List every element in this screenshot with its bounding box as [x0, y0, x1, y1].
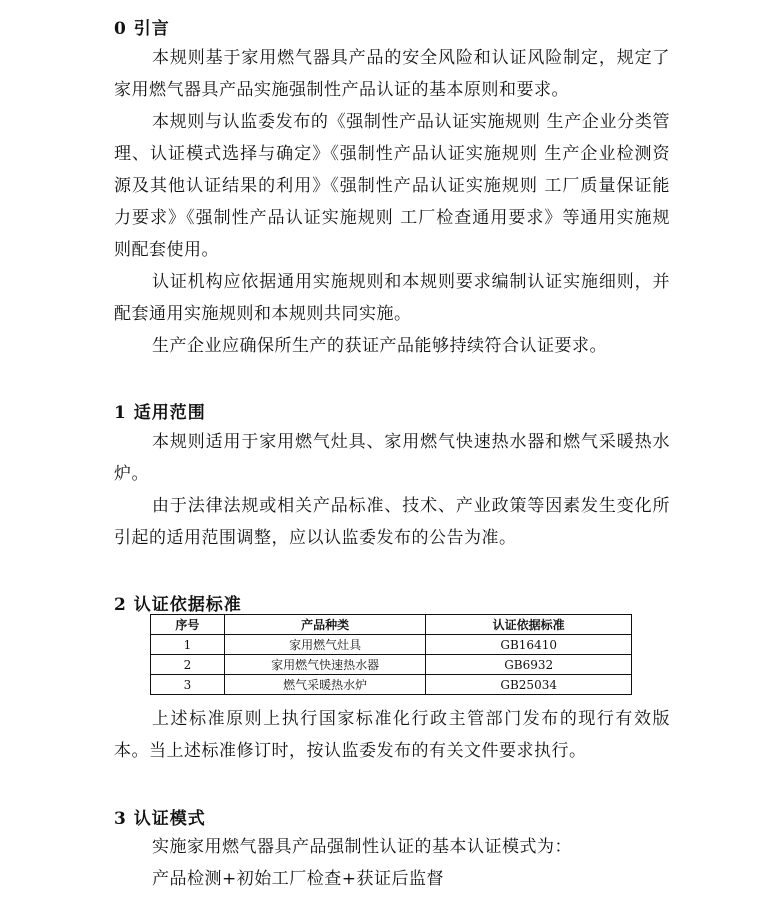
header-standard: 认证依据标准: [426, 615, 632, 635]
cell-index: 1: [151, 635, 225, 655]
header-product-type: 产品种类: [224, 615, 426, 635]
cell-standard: GB16410: [426, 635, 632, 655]
cell-standard: GB6932: [426, 655, 632, 675]
scope-paragraph-2: 由于法律法规或相关产品标准、技术、产业政策等因素发生变化所引起的适用范围调整，应以认监委发布的公告为准。: [114, 496, 670, 548]
standards-paragraph-1: 上述标准原则上执行国家标准化行政主管部门发布的现行有效版本。当上述标准修订时，按认监委发布的有关文件要求执行。: [114, 709, 670, 761]
section-heading-scope: 1 适用范围: [114, 403, 206, 423]
section-heading-standards: 2 认证依据标准: [114, 595, 242, 615]
intro-paragraph-3: 认证机构应依据通用实施规则和本规则要求编制认证实施细则，并配套通用实施规则和本规则共同实施。: [114, 272, 670, 324]
cell-product-type: 家用燃气灶具: [224, 635, 426, 655]
intro-paragraph-4: 生产企业应确保所生产的获证产品能够持续符合认证要求。: [152, 336, 607, 356]
header-index: 序号: [151, 615, 225, 635]
intro-paragraph-1: 本规则基于家用燃气器具产品的安全风险和认证风险制定，规定了家用燃气器具产品实施强制性产品认证的基本原则和要求。: [114, 48, 670, 100]
cell-product-type: 燃气采暖热水炉: [224, 675, 426, 695]
cell-index: 2: [151, 655, 225, 675]
intro-paragraph-2: 本规则与认监委发布的《强制性产品认证实施规则 生产企业分类管理、认证模式选择与确定》《强制性产品认证实施规则 生产企业检测资源及其他认证结果的利用》《强制性产品认证实施规则 工厂质量保证能力要求》《强制性产品认证实施规则 工厂检查通用要求》等通用实施规则配套使用。: [114, 112, 670, 260]
table-row: [151, 675, 632, 695]
table-row: [151, 635, 632, 655]
scope-paragraph-1: 本规则适用于家用燃气灶具、家用燃气快速热水器和燃气采暖热水炉。: [114, 432, 670, 484]
cell-standard: GB25034: [426, 675, 632, 695]
cell-index: 3: [151, 675, 225, 695]
mode-paragraph-1: 实施家用燃气器具产品强制性认证的基本认证模式为：: [152, 837, 572, 857]
cell-product-type: 家用燃气快速热水器: [224, 655, 426, 675]
table-row: [151, 655, 632, 675]
table-header-row: [151, 615, 632, 635]
section-heading-mode: 3 认证模式: [114, 809, 206, 829]
section-heading-intro: 0 引言: [114, 19, 170, 39]
standards-table: [150, 614, 632, 695]
mode-paragraph-2: 产品检测+初始工厂检查+获证后监督: [152, 869, 444, 889]
